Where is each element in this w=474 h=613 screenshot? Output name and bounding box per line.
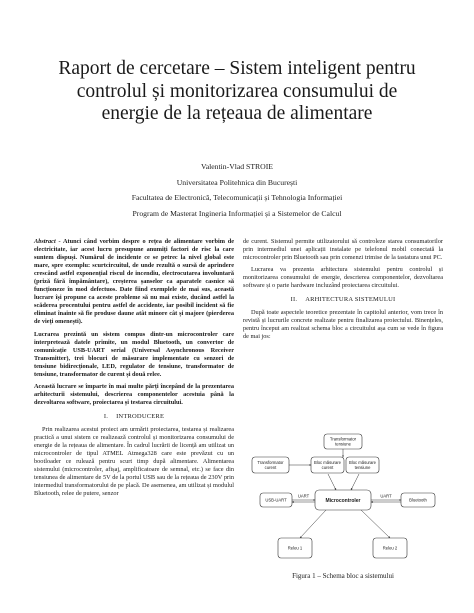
measure-current-label-1: Bloc măsurare <box>314 460 341 465</box>
block-diagram <box>248 428 448 568</box>
affiliation-university: Universitatea Politehnica din București <box>176 177 298 187</box>
section-heading-architecture <box>243 296 443 304</box>
introduction-paragraph: Prin realizarea acestui proiect am urmărit proiectarea, testarea și realizarea practică a unui sistem ce realizează controlul și monitorizarea consumului de energie de la rețeaua de alimentare. În cadrul lucrării de licență am utilizat un microcontroler de tipul ATMEL Atmega328 care este prevăzut cu un bootloader ce rulează pentru scurt timp după alimentare. Alimentarea sistemului (microcontroler, afișaj, amplificatoare de semnal, etc.) se face din tensiunea de alimentare de 5V de la portul USB sau de la rețeaua de 230V prin intermediul transformatorului de pe placă. De asemenea, am utilizat și modulul Bluetooth, relee de putere, senzor <box>34 425 234 498</box>
left-column <box>34 238 234 502</box>
transformer-voltage-label-2: tensiune <box>335 441 351 447</box>
relay1-label: Releu 1 <box>287 545 303 551</box>
abstract-paragraph-2: Lucrarea prezintă un sistem compus dintr-un microcontroler care interpretează datele primite, un modul Bluetooth, un convertor de comunicație USB-UART serial (Universal Asynchronous Receiver Transmitter), trei blocuri de măsurare implementate cu senzori de tensiune bidirecționale, LED, regulator de tensiune, transformator de tensiune, transformator de curent și două relee. <box>34 330 234 378</box>
architecture-paragraph: După toate aspectele teoretice prezentate în capitolul anterior, vom trece în revistă și lucrurile concrete realizate pentru finalizarea proiectului. Binențeles, pentru început am realizat schema bloc a circuitului așa cum se vede în figura de mai jos: <box>243 309 443 341</box>
section-number: II. <box>290 296 298 304</box>
section-title: ARHITECTURA SISTEMULUI <box>305 296 396 304</box>
abstract-label: Abstract <box>34 238 56 245</box>
abstract-paragraph <box>34 238 234 327</box>
title-line-3: energie de la rețeaua de alimentare <box>101 103 373 124</box>
figure-caption: Figura 1 – Schema bloc a sistemului <box>292 572 394 580</box>
usb-uart-label: USB-UART <box>265 497 287 503</box>
bluetooth-label: Bluetooth <box>409 497 427 503</box>
section-heading-introduction <box>34 413 234 421</box>
section-number: I. <box>103 412 109 420</box>
affiliation-faculty: Facultatea de Electronică, Telecomunicații și Tehnologia Informației <box>131 193 343 203</box>
uart-right-label: UART <box>380 493 392 499</box>
abstract-paragraph-3: Această lucrare se împarte în mai multe părți începând de la prezentarea arhitecturii sistemului, descrierea componentelor acestuia până la dezvoltarea software, proiectarea și testarea circuitului. <box>34 382 234 406</box>
relay2-label: Releu 2 <box>382 545 398 551</box>
transformer-voltage-label-1: Transformator <box>329 436 357 442</box>
transformer-current-label-2: curent <box>264 465 277 470</box>
title-line-2: controlul și monitorizarea consumului de <box>76 80 398 102</box>
measure-current-label-2: curent <box>321 465 334 470</box>
paper-title <box>40 58 434 126</box>
microcontroller-label: Microcontroler <box>325 498 361 504</box>
measure-voltage-label-2: tensiune <box>354 465 371 470</box>
title-line-1: Raport de cercetare – Sistem inteligent pentru <box>58 58 416 79</box>
block-diagram-figure <box>248 428 448 568</box>
author-name: Valentin-Vlad STROIE <box>201 162 273 171</box>
intro-continuation-paragraph: de curent. Sistemul permite utilizatorului să controleze starea consumatorilor prin intermediul unei aplicații instalate pe telefonul mobil conectată la microcontroler prin Bluetooth sau prin comenzi trimise de la tastatura unui PC. <box>243 238 443 262</box>
author-block <box>40 159 434 221</box>
abstract-text: - Atunci când vorbim despre o rețea de alimentare vorbim de electricitate, iar acest lucru presupune anumiți factori de risc la care suntem dispuși. Numărul de incidente ce se petrec la nivel global este mare, spre exemplu: scurtcircuitul, de unde rezultă o sursă de aprindere crescând astfel exponențial riscul de incendiu, electrocutarea involuntară (priză fără împământare), creșterea șanselor ca aparatele casnice să funcționeze în mod defectuos. Date fiind exemplele de mai sus, această lucrare își propune ca aceste probleme să nu mai existe, ducând astfel la scăderea procentului pentru astfel de accidente, iar posibil incident să fie eliminat înainte să fie produse daune atât minore cât și majore (pierderea de vieți omenești). <box>34 238 234 326</box>
right-column <box>243 238 443 346</box>
affiliation-program: Program de Masterat Ingineria Informației și a Sistemelor de Calcul <box>132 208 342 218</box>
transformer-current-label-1: Transformator <box>257 460 284 465</box>
intro-paragraph-2: Lucrarea va prezenta arhitectura sistemului pentru controlul și monitorizarea consumului de energie, descrierea componentelor, dezvoltarea software și o parte hardware incluzând proiectarea circuitului. <box>243 266 443 290</box>
section-title: INTRODUCERE <box>116 412 165 420</box>
measure-voltage-label-1: Bloc măsurare <box>349 460 376 465</box>
uart-left-label: UART <box>297 493 310 499</box>
